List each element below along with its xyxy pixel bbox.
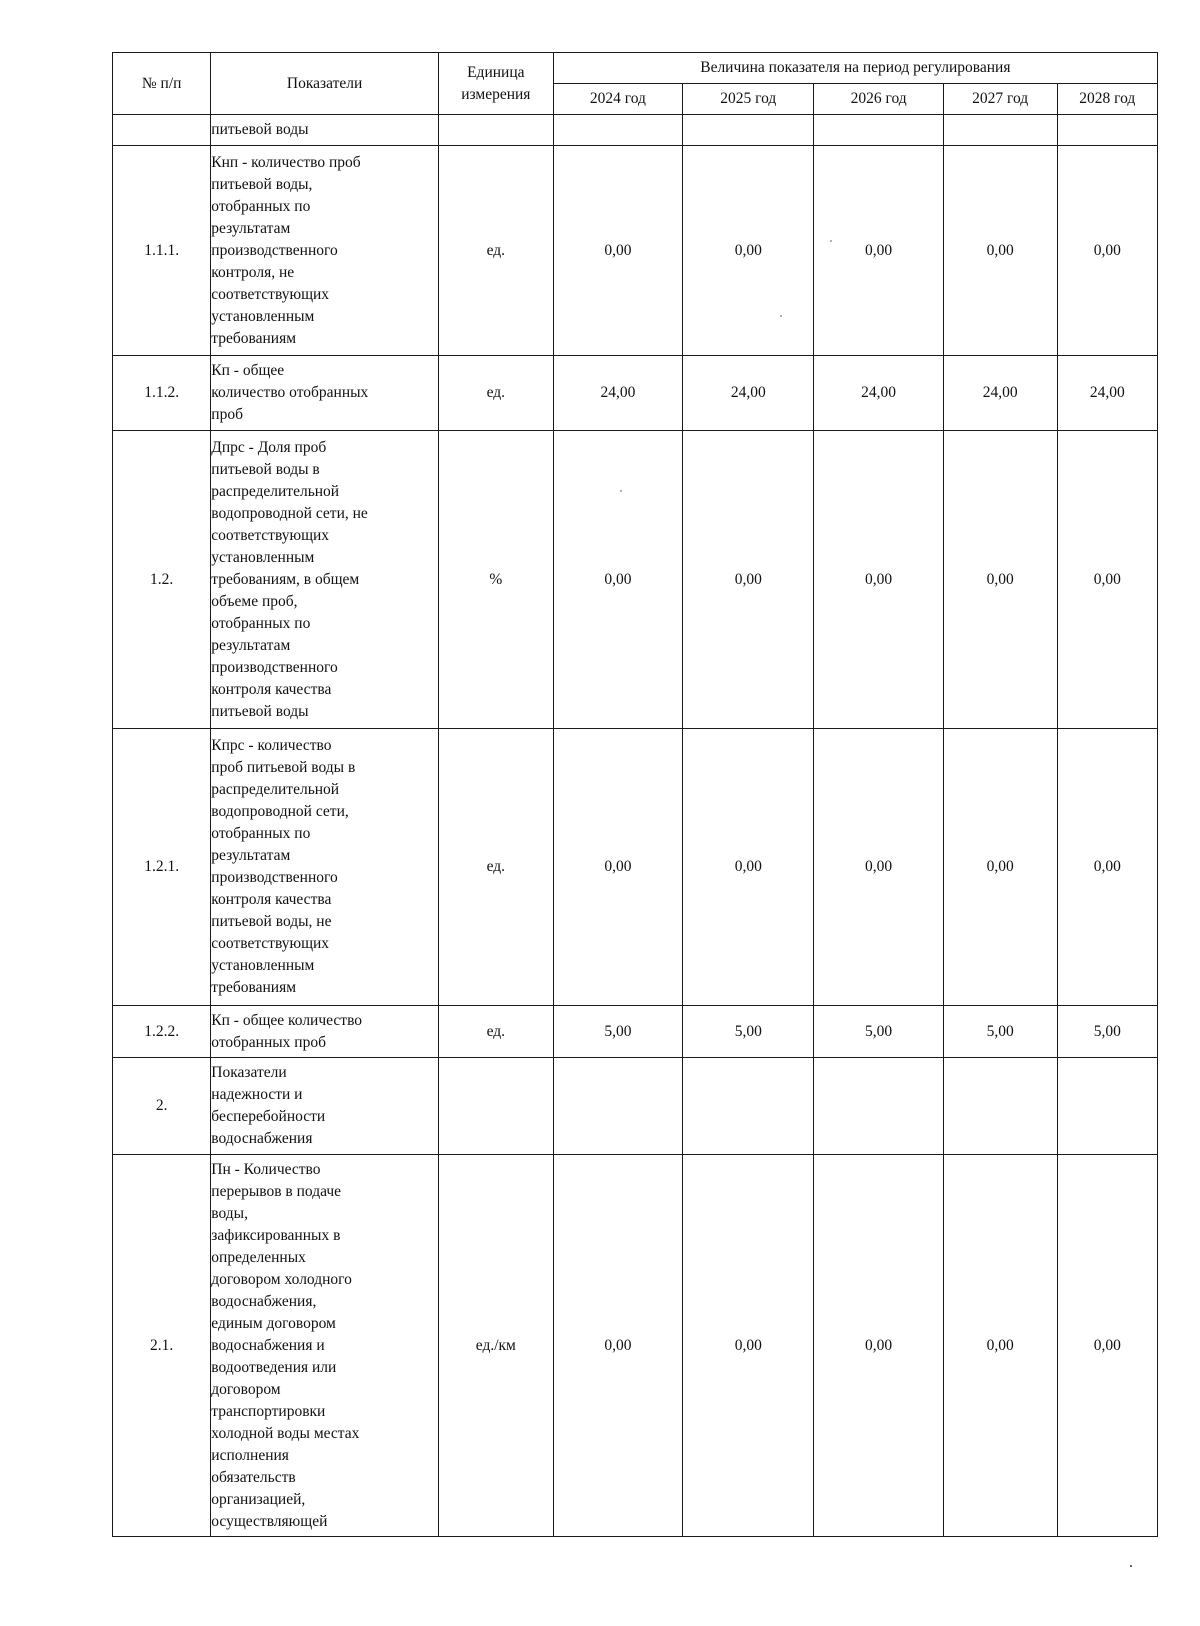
row-indicator: Кп - общее количество отобранных проб bbox=[211, 1006, 439, 1058]
header-year-2026: 2026 год bbox=[814, 84, 943, 115]
value-2026: 0,00 bbox=[814, 729, 943, 1006]
value-2026: 0,00 bbox=[814, 431, 943, 729]
table-row bbox=[113, 431, 1158, 729]
table-row bbox=[113, 1006, 1158, 1058]
value-2028: 0,00 bbox=[1057, 1155, 1157, 1537]
value-2024: 0,00 bbox=[553, 729, 682, 1006]
table-row bbox=[113, 115, 1158, 146]
row-indicator: питьевой воды bbox=[211, 115, 439, 146]
value-2025 bbox=[683, 115, 814, 146]
value-2026 bbox=[814, 1058, 943, 1155]
row-num bbox=[113, 115, 211, 146]
value-2028: 24,00 bbox=[1057, 356, 1157, 431]
row-indicator: Дпрс - Доля проб питьевой воды в распределительной водопроводной сети, не соответствующих установленным требованиям, в общем объеме проб, отобранных по результатам производственного контроля качества питьевой воды bbox=[211, 431, 439, 729]
value-2028 bbox=[1057, 1058, 1157, 1155]
table-row bbox=[113, 729, 1158, 1006]
value-2025: 24,00 bbox=[683, 356, 814, 431]
value-2027 bbox=[943, 115, 1057, 146]
row-num: 2. bbox=[113, 1058, 211, 1155]
header-unit-line1: Единица bbox=[467, 63, 525, 81]
value-2028: 5,00 bbox=[1057, 1006, 1157, 1058]
scan-speck bbox=[620, 490, 622, 492]
value-2027 bbox=[943, 1058, 1057, 1155]
table-row bbox=[113, 1155, 1158, 1537]
row-unit: ед. bbox=[438, 146, 553, 356]
value-2027: 0,00 bbox=[943, 1155, 1057, 1537]
value-2025: 5,00 bbox=[683, 1006, 814, 1058]
value-2026 bbox=[814, 115, 943, 146]
value-2026: 0,00 bbox=[814, 146, 943, 356]
header-unit-line2: измерения bbox=[461, 85, 531, 103]
table-row bbox=[113, 146, 1158, 356]
value-2026: 0,00 bbox=[814, 1155, 943, 1537]
scan-speck bbox=[780, 315, 782, 317]
value-2026: 5,00 bbox=[814, 1006, 943, 1058]
row-unit: % bbox=[438, 431, 553, 729]
table-row bbox=[113, 356, 1158, 431]
value-2025: 0,00 bbox=[683, 729, 814, 1006]
row-num: 2.1. bbox=[113, 1155, 211, 1537]
value-2028: 0,00 bbox=[1057, 729, 1157, 1006]
row-unit bbox=[438, 115, 553, 146]
value-2028: 0,00 bbox=[1057, 146, 1157, 356]
value-2028: 0,00 bbox=[1057, 431, 1157, 729]
value-2025: 0,00 bbox=[683, 146, 814, 356]
value-2028 bbox=[1057, 115, 1157, 146]
value-2026: 24,00 bbox=[814, 356, 943, 431]
row-indicator: Кнп - количество проб питьевой воды, отобранных по результатам производственного контроля, не соответствующих установленным требованиям bbox=[211, 146, 439, 356]
value-2024: 0,00 bbox=[553, 431, 682, 729]
row-unit: ед. bbox=[438, 1006, 553, 1058]
scan-speck bbox=[1130, 1565, 1132, 1567]
row-unit bbox=[438, 1058, 553, 1155]
row-indicator: Пн - Количество перерывов в подаче воды, зафиксированных в определенных договором холодного водоснабжения, единым договором водоснабжения и водоотведения или договором транспортировки холодной воды местах исполнения обязательств организацией, осуществляющей bbox=[211, 1155, 439, 1537]
indicator-table bbox=[112, 52, 1158, 1537]
value-2027: 24,00 bbox=[943, 356, 1057, 431]
value-2024 bbox=[553, 1058, 682, 1155]
value-2024: 0,00 bbox=[553, 1155, 682, 1537]
row-indicator: Показатели надежности и бесперебойности водоснабжения bbox=[211, 1058, 439, 1155]
header-indicators: Показатели bbox=[211, 53, 439, 115]
value-2025 bbox=[683, 1058, 814, 1155]
value-2024: 24,00 bbox=[553, 356, 682, 431]
row-num: 1.1.2. bbox=[113, 356, 211, 431]
row-num: 1.2.2. bbox=[113, 1006, 211, 1058]
value-2025: 0,00 bbox=[683, 431, 814, 729]
value-2025: 0,00 bbox=[683, 1155, 814, 1537]
row-num: 1.2. bbox=[113, 431, 211, 729]
value-2027: 0,00 bbox=[943, 431, 1057, 729]
row-num: 1.2.1. bbox=[113, 729, 211, 1006]
row-unit: ед. bbox=[438, 729, 553, 1006]
header-num: № п/п bbox=[113, 53, 211, 115]
value-2024: 0,00 bbox=[553, 146, 682, 356]
header-unit bbox=[438, 53, 553, 115]
value-2024: 5,00 bbox=[553, 1006, 682, 1058]
row-unit: ед. bbox=[438, 356, 553, 431]
value-2027: 0,00 bbox=[943, 729, 1057, 1006]
scan-speck bbox=[830, 240, 832, 242]
value-2027: 5,00 bbox=[943, 1006, 1057, 1058]
value-2024 bbox=[553, 115, 682, 146]
indicator-table-sheet bbox=[112, 52, 1158, 1537]
table-row bbox=[113, 1058, 1158, 1155]
header-year-2024: 2024 год bbox=[553, 84, 682, 115]
header-year-2025: 2025 год bbox=[683, 84, 814, 115]
row-num: 1.1.1. bbox=[113, 146, 211, 356]
row-indicator: Кпрс - количество проб питьевой воды в распределительной водопроводной сети, отобранных по результатам производственного контроля качества питьевой воды, не соответствующих установленным требованиям bbox=[211, 729, 439, 1006]
value-2027: 0,00 bbox=[943, 146, 1057, 356]
row-indicator: Кп - общее количество отобранных проб bbox=[211, 356, 439, 431]
row-unit: ед./км bbox=[438, 1155, 553, 1537]
header-year-2027: 2027 год bbox=[943, 84, 1057, 115]
header-year-2028: 2028 год bbox=[1057, 84, 1157, 115]
header-period: Величина показателя на период регулирования bbox=[553, 53, 1157, 84]
